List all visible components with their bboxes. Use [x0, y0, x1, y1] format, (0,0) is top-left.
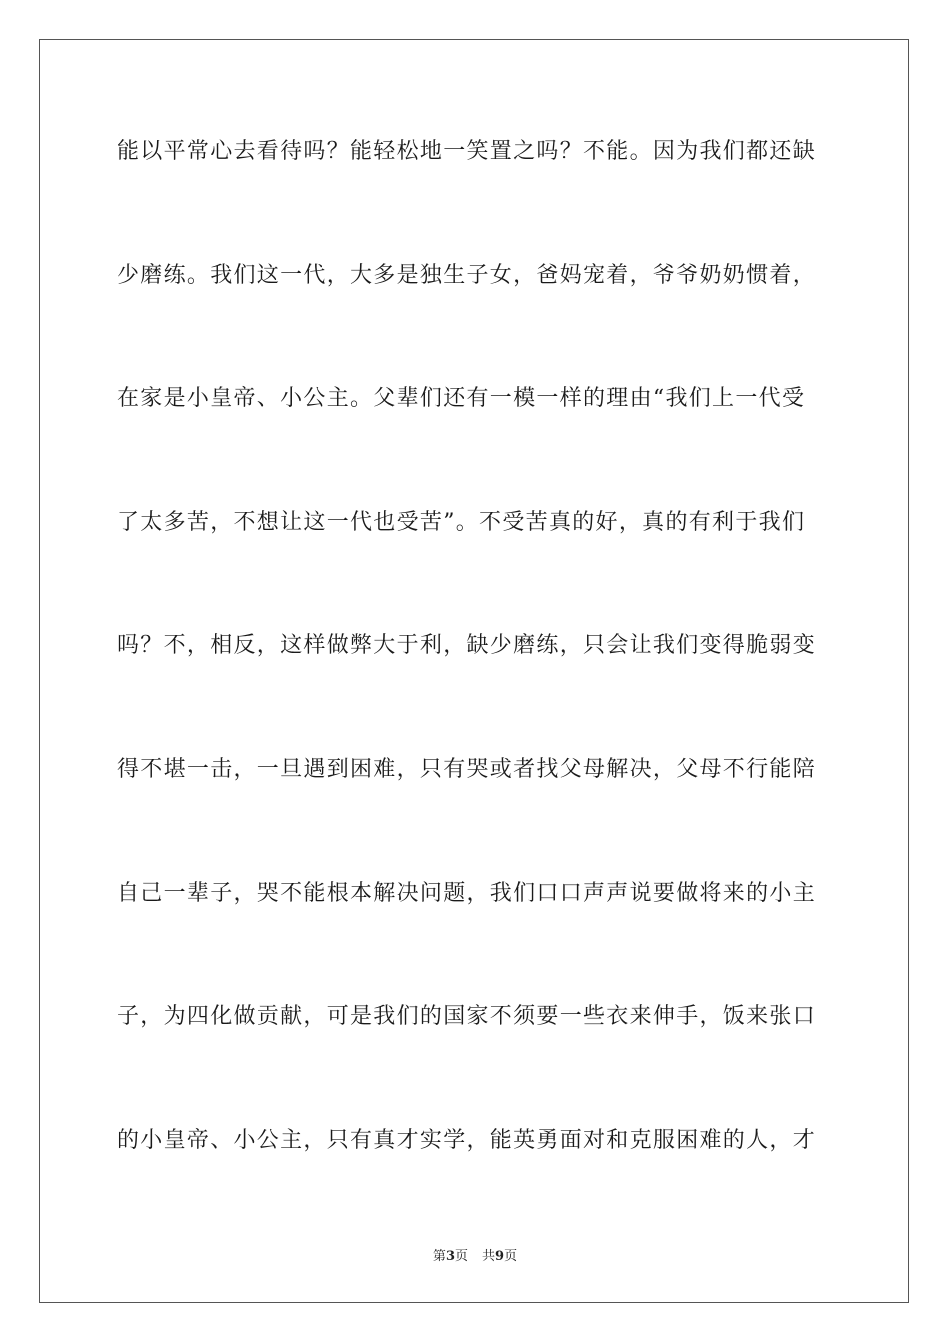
page-total: 共9页 — [482, 1249, 518, 1264]
text-line: 吗？不，相反，这样做弊大于利，缺少磨练，只会让我们变得脆弱变 — [117, 633, 817, 659]
page-number: 第3页 — [432, 1249, 468, 1264]
text-line: 少磨练。我们这一代，大多是独生子女，爸妈宠着，爷爷奶奶惯着， — [117, 262, 817, 288]
page-footer — [0, 1248, 950, 1266]
text-line: 能以平常心去看待吗？能轻松地一笑置之吗？不能。因为我们都还缺 — [117, 139, 817, 164]
text-line: 的小皇帝、小公主，只有真才实学，能英勇面对和克服困难的人，才 — [117, 1127, 817, 1153]
text-line: 在家是小皇帝、小公主。父辈们还有一模一样的理由“我们上一代受 — [117, 386, 806, 412]
text-line: 了太多苦，不想让这一代也受苦”。不受苦真的好，真的有利于我们 — [117, 509, 806, 535]
text-line: 得不堪一击，一旦遇到困难，只有哭或者找父母解决，父母不行能陪 — [117, 756, 817, 782]
text-line: 自己一辈子，哭不能根本解决问题，我们口口声声说要做将来的小主 — [117, 880, 817, 906]
text-line: 子，为四化做贡献，可是我们的国家不须要一些衣来伸手，饭来张口 — [117, 1004, 817, 1030]
document-body — [117, 128, 833, 1240]
